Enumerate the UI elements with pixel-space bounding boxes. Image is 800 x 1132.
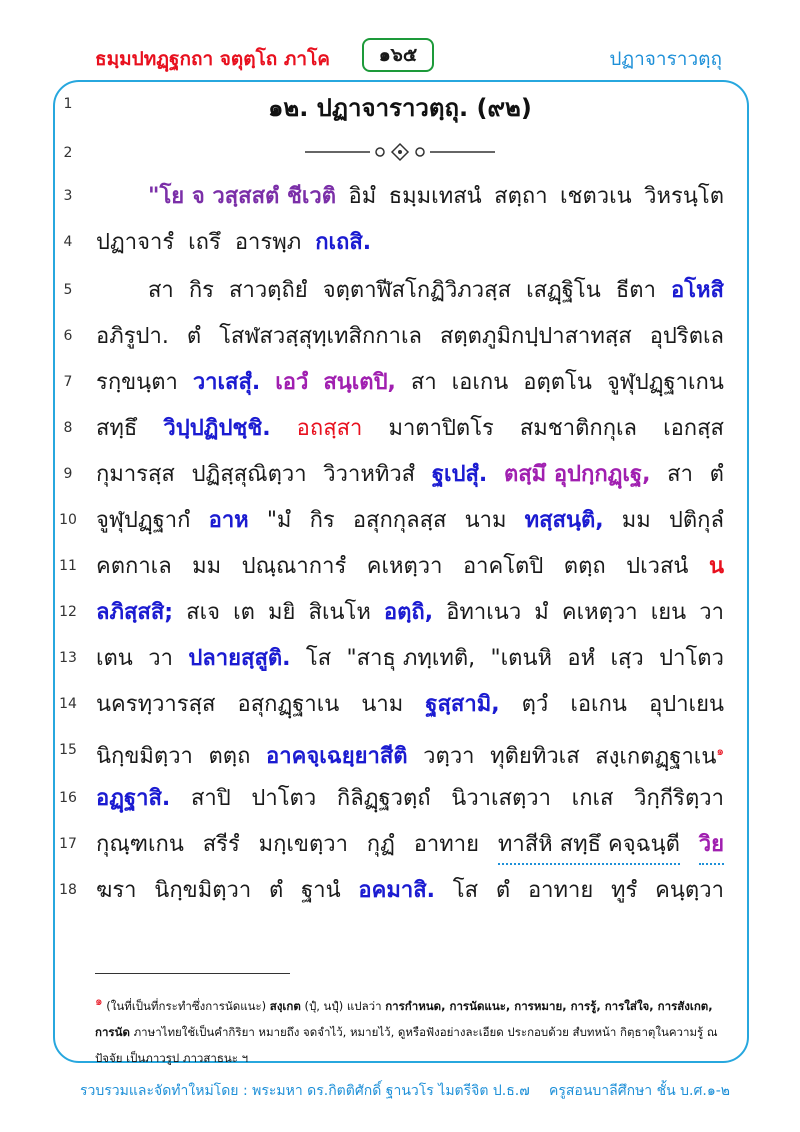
word: อหํ	[567, 646, 596, 671]
word: โส	[305, 646, 332, 671]
term-highlight: เอวํ	[275, 370, 309, 395]
negation-highlight: น	[708, 554, 724, 579]
word: สตฺถา	[494, 184, 548, 209]
word: ปเวสนํ	[626, 554, 689, 579]
word: วิกฺกีริตฺวา	[634, 786, 724, 811]
term-highlight: สนฺเตปิ,	[323, 370, 396, 395]
word: เสฺว	[610, 646, 644, 671]
word: ปาโตว	[659, 646, 724, 671]
word: มม	[192, 554, 222, 579]
word: สเจ	[186, 600, 221, 625]
footnote-text: (ปุํ, นปุํ) แปลว่า	[304, 998, 382, 1013]
word: เกเส	[571, 786, 614, 811]
word: ตฺวํ	[521, 692, 549, 717]
verb-highlight: อตฺถิ,	[383, 600, 434, 625]
word: นครทฺวารสฺส	[96, 692, 216, 717]
word: "สาธุ ภทฺเทติ,	[346, 646, 476, 671]
word: สทฺธึ	[96, 416, 138, 441]
line-number: 7	[63, 374, 73, 390]
word: จูฬุปฏฺฐากํ	[96, 508, 191, 533]
word: สมชาติกกุเล	[519, 416, 638, 441]
footnote-marker: ๑	[95, 994, 103, 1008]
word: ปฏิสฺสุณิตฺวา	[191, 462, 307, 487]
word: คเหตฺวา	[366, 554, 443, 579]
word: เต	[233, 600, 255, 625]
term-highlight: อถสฺสา	[296, 416, 363, 441]
line-number: 15	[59, 742, 77, 758]
word: จูฬุปฏฺฐาเกน	[606, 370, 724, 395]
word: เยน	[650, 600, 687, 625]
word: มยิ	[268, 600, 296, 625]
story-title: ๑๒. ปฏาจาราวตฺถุ. (๙๒)	[268, 94, 532, 122]
footnote-separator	[95, 973, 290, 974]
line-number: 8	[63, 420, 73, 436]
word: มํ	[534, 600, 549, 625]
text-line-13	[96, 641, 724, 677]
word: คเหตฺวา	[561, 600, 638, 625]
word: สตฺตภูมิกปฺปาสาทสฺส	[439, 324, 632, 349]
page-number-box: ๑๖๕	[362, 38, 434, 72]
term-highlight: วิย	[699, 827, 724, 865]
line-number: 2	[63, 145, 73, 161]
quote-verse: "โย จ วสฺสสตํ ชีเวติ	[148, 184, 337, 209]
word: ตตฺถ	[208, 744, 251, 770]
header-story-title: ปฏาจาราวตฺถุ	[609, 48, 722, 70]
line-number: 16	[59, 790, 77, 806]
word: นิกฺขมิตฺวา	[154, 878, 252, 903]
text-line-8	[96, 411, 724, 447]
word: วิวาหทิวสํ	[323, 462, 416, 487]
word: สิเนโห	[308, 600, 371, 625]
word: เอกสฺส	[663, 416, 724, 441]
line-number: 11	[59, 558, 77, 574]
word: จตฺตาฬีสโกฏิวิภวสฺส	[322, 278, 512, 303]
word: กุณฺฑเกน	[96, 832, 184, 857]
word: อุปาเยน	[649, 692, 724, 717]
word: ทุติยทิวเส	[490, 744, 580, 770]
word: "เตนหิ	[490, 646, 553, 671]
word: เตน	[96, 646, 133, 671]
footnote-term: สงฺเกต	[269, 998, 301, 1013]
word: ตํ	[269, 878, 284, 903]
line-number: 12	[59, 604, 77, 620]
word: ธมฺมเทสนํ	[388, 184, 482, 209]
word: "มํ	[266, 508, 292, 533]
word: ธีตา	[615, 278, 656, 303]
word: สา	[410, 370, 437, 395]
line-number: 17	[59, 836, 77, 852]
word: สรีรํ	[202, 832, 240, 857]
word: ตํ	[709, 462, 724, 487]
line-number: 10	[59, 512, 77, 528]
verb-highlight: กเถสิ.	[315, 230, 372, 255]
text-line-4	[96, 225, 724, 261]
word: นาม	[361, 692, 404, 717]
verb-highlight: ลภิสฺสสิ;	[96, 600, 174, 625]
word: อภิรูปา.	[96, 324, 169, 349]
text-line-17	[96, 827, 724, 863]
verb-highlight: วาเสสุํ.	[192, 370, 261, 395]
word: อารพฺภ	[234, 230, 302, 255]
text-line-16	[96, 781, 724, 817]
verb-highlight: วิปฺปฏิปชฺชิ.	[163, 416, 271, 441]
word: สงฺเกตฏฺฐาเน	[595, 744, 717, 770]
header-book-title: ธมฺมปทฏฺฐกถา จตุตฺโถ ภาโค	[95, 48, 331, 70]
footnote-text: (ในที่เป็นที่กระทำซึ่งการนัดแนะ)	[106, 998, 267, 1013]
word: กุมารสฺส	[96, 462, 175, 487]
footnote	[95, 988, 725, 1071]
word: มม	[621, 508, 651, 533]
text-line-7	[96, 365, 724, 401]
footnote-marker: ๑	[716, 744, 724, 758]
word: คนฺตฺวา	[655, 878, 724, 903]
word: สาปิ	[190, 786, 231, 811]
word: สาวตฺถิยํ	[229, 278, 308, 303]
word: ปฏาจารํ	[96, 230, 175, 255]
text-line-10	[96, 503, 724, 539]
line-number: 13	[59, 650, 77, 666]
word: รกฺขนฺตา	[96, 370, 178, 395]
word: เอเกน	[570, 692, 627, 717]
verb-highlight: อาคจฺเฉยฺยาสีติ	[266, 744, 408, 770]
word: เชตวเน	[560, 184, 632, 209]
word: เถรึ	[188, 230, 221, 255]
word: เอเกน	[451, 370, 509, 395]
word: วา	[699, 600, 724, 625]
word: อุปริตเล	[649, 324, 724, 349]
word: อิมํ	[348, 184, 377, 209]
word: โสฬสวสฺสุทฺเทสิกกาเล	[219, 324, 422, 349]
footnote-meanings: การกำหนด, การนัดแนะ, การหมาย, การรู้, การใส่ใจ, การสังเกต, การนัด	[95, 998, 713, 1039]
verb-highlight: ฐเปสุํ.	[431, 462, 488, 487]
verb-highlight: ทสฺสนฺติ,	[524, 508, 604, 533]
text-line-9	[96, 457, 724, 493]
line-number: 9	[63, 466, 73, 482]
word: เสฏฺฐิโน	[526, 278, 601, 303]
word: โส	[452, 878, 479, 903]
verb-highlight: อาห	[208, 508, 249, 533]
word: อาคโตปิ	[462, 554, 544, 579]
word: อาทาย	[527, 878, 594, 903]
ornament-divider-icon	[300, 140, 500, 164]
text-line-11	[96, 549, 724, 585]
text-line-3	[96, 179, 724, 215]
line-number: 5	[63, 282, 73, 298]
word: มาตาปิตโร	[388, 416, 494, 441]
page-footer	[80, 1080, 730, 1102]
verb-highlight: ปลายสฺสูติ.	[188, 646, 291, 671]
word: อสุกฏฺฐาเน	[237, 692, 340, 717]
text-line-5	[96, 273, 724, 309]
word: ฐานํ	[301, 878, 341, 903]
word: อสุกกุลสฺส	[352, 508, 447, 533]
word: อาทาย	[413, 832, 480, 857]
word: ตํ	[186, 324, 202, 349]
word: กิร	[188, 278, 214, 303]
word: ปาโตว	[251, 786, 317, 811]
word: นิกฺขมิตฺวา	[96, 744, 193, 770]
word: ทูรํ	[611, 878, 638, 903]
word: นาม	[464, 508, 507, 533]
footer-course: ครูสอนบาลีศึกษา ชั้น บ.ศ.๑-๒	[548, 1083, 730, 1099]
term-highlight: ตสฺมึ อุปกฺกฏฺเฐ,	[503, 462, 651, 487]
word: สา	[148, 278, 174, 303]
word: กิร	[309, 508, 335, 533]
line-number: 14	[59, 696, 77, 712]
word: ปติกุลํ	[668, 508, 724, 533]
text-line-18	[96, 873, 724, 909]
line-number: 3	[63, 188, 73, 204]
word: กิลิฏฺฐวตฺถํ	[336, 786, 431, 811]
verb-highlight: อฏฺฐาสิ.	[96, 786, 171, 811]
footnote-text: ภาษาไทยใช้เป็นคำกิริยา หมายถึง จดจำไว้, หมายไว้, ดูหรือฟังอย่างละเอียด ประกอบด้วย สํบทหน้า กิตฺธาตุในความรู้ ณ ปัจจัย เป็นภาวรูป ภาวสาธนะ ฯ	[95, 1024, 718, 1065]
word: อิทาเนว	[446, 600, 522, 625]
underlined-phrase: ทาสีหิ สทฺธึ คจฺฉนฺตี	[498, 827, 680, 865]
text-line-6	[96, 319, 724, 355]
line-number: 18	[59, 882, 77, 898]
line-number: 1	[63, 96, 73, 112]
word: คตกาเล	[96, 554, 172, 579]
word: มกฺเขตฺวา	[258, 832, 348, 857]
word: กุฏํ	[366, 832, 395, 857]
word: สา	[667, 462, 693, 487]
text-line-14	[96, 687, 724, 723]
line-number: 4	[63, 234, 73, 250]
verb-highlight: ฐสฺสามิ,	[425, 692, 500, 717]
word: ตํ	[495, 878, 511, 903]
word: อตฺตโน	[523, 370, 592, 395]
word: นิวาเสตฺวา	[451, 786, 551, 811]
verb-highlight: อคมาสิ.	[358, 878, 435, 903]
footer-compiler: รวบรวมและจัดทำใหม่โดย : พระมหา ดร.กิตติศักดิ์ ฐานวโร ไมตรีจิต ป.ธ.๗	[80, 1083, 530, 1099]
word: วตฺวา	[423, 744, 475, 770]
verb-highlight: อโหสิ	[671, 278, 724, 303]
word: ฆรา	[96, 878, 137, 903]
text-line-12	[96, 595, 724, 631]
word: วิหรนฺโต	[644, 184, 724, 209]
word: วา	[148, 646, 173, 671]
line-number: 6	[63, 328, 73, 344]
word: ปณฺณาการํ	[241, 554, 347, 579]
word: ตตฺถ	[563, 554, 606, 579]
text-line-15	[96, 733, 724, 769]
